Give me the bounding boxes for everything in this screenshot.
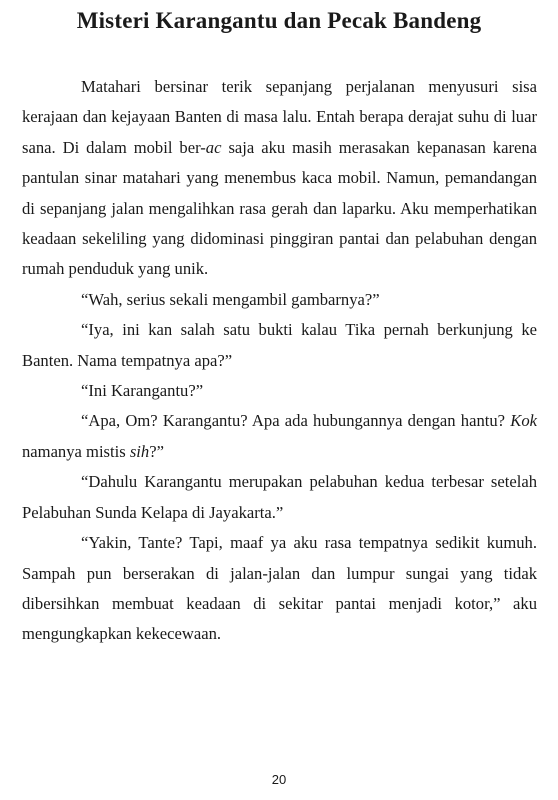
text-run: “Apa, Om? Karangantu? Apa ada hubungannya dengan hantu? — [81, 411, 511, 431]
text-run: ?” — [149, 441, 164, 461]
text-run: “Wah, serius sekali mengambil gambarnya?” — [81, 289, 380, 309]
paragraph — [22, 528, 537, 650]
italic-run: Kok — [510, 411, 537, 431]
paragraph — [22, 72, 537, 285]
italic-run: sih — [129, 441, 150, 461]
paragraph — [22, 285, 537, 315]
paragraph — [22, 406, 537, 467]
chapter-title: Misteri Karangantu dan Pecak Bandeng — [76, 8, 482, 33]
text-run: “Ini Karangantu?” — [81, 381, 204, 401]
page-number: 20 — [271, 772, 287, 787]
text-run: “Dahulu Karangantu merupakan pelabuhan kedua terbesar setelah Pelabuhan Sunda Kelapa di Jayakarta.” — [22, 472, 537, 522]
paragraph — [22, 315, 537, 376]
body-text — [22, 72, 537, 650]
paragraph — [22, 467, 537, 528]
text-run: saja aku masih merasakan kepanasan karena pantulan sinar matahari yang menembus kaca mobil. Namun, pemandangan di sepanjang jalan mengalihkan rasa gerah dan laparku. Aku memperhatikan keadaan sekeliling yang didominasi pinggiran pantai dan pelabuhan dengan rumah penduduk yang unik. — [22, 137, 537, 279]
text-run: Matahari bersinar terik sepanjang perjalanan menyusuri sisa kerajaan dan kejayaan Banten di masa lalu. Entah berapa derajat suhu di luar sana. Di dalam mobil ber- — [22, 77, 537, 157]
paragraph — [22, 376, 537, 406]
italic-run: ac — [205, 137, 222, 157]
text-run: namanya mistis — [22, 441, 130, 461]
text-run: “Iya, ini kan salah satu bukti kalau Tika pernah berkunjung ke Banten. Nama tempatnya apa?” — [22, 320, 537, 370]
text-run: “Yakin, Tante? Tapi, maaf ya aku rasa tempatnya sedikit kumuh. Sampah pun berserakan di jalan-jalan dan lumpur sungai yang tidak dibersihkan membuat keadaan di sekitar pantai menjadi kotor,” aku mengungkapkan kekecewaan. — [22, 533, 537, 644]
